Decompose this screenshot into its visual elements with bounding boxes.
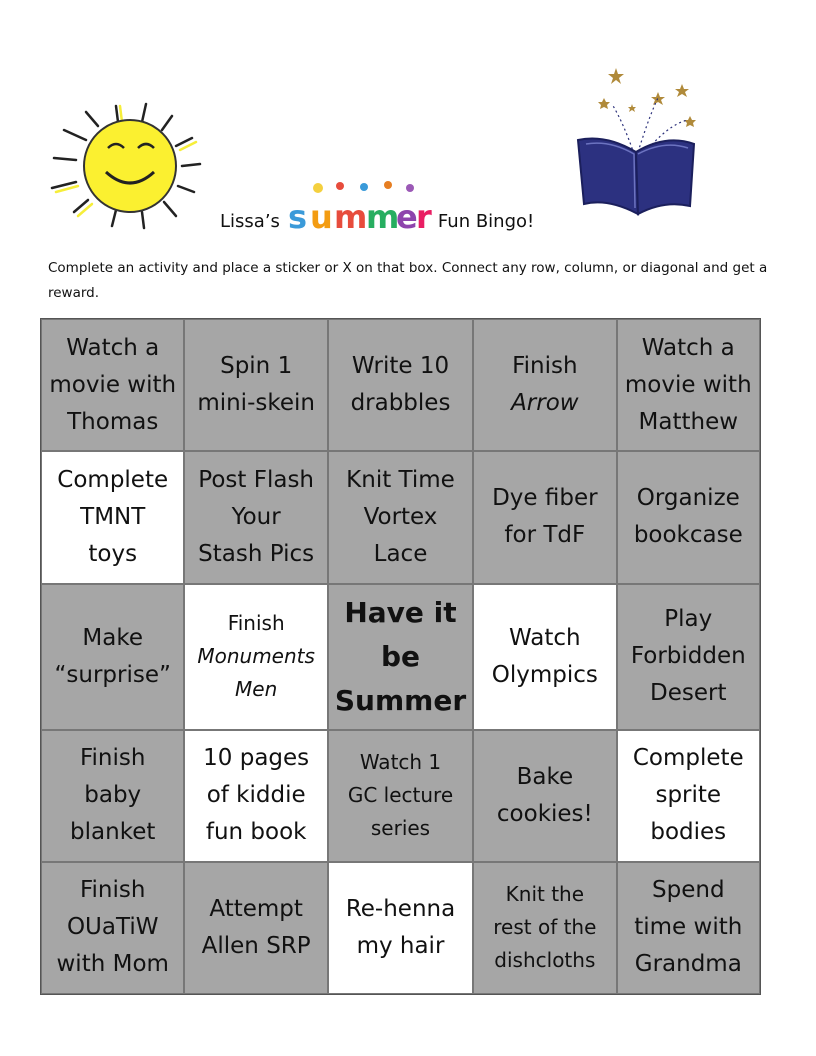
bingo-cell-text: Spin 1 [220, 353, 293, 380]
summer-logo-icon [284, 178, 434, 236]
bingo-cell-text: baby [84, 782, 142, 809]
instructions: Complete an activity and place a sticker or X on that box. Connect any row, column, or diagonal and get a reward. [48, 260, 768, 301]
bingo-cell-text: Complete [57, 466, 169, 493]
bingo-cell[interactable] [41, 451, 184, 583]
bingo-cell-text: Have it [344, 595, 457, 629]
bingo-cell-text: TMNT [80, 503, 146, 530]
bingo-cell-text: toys [88, 540, 138, 567]
bingo-cell-text: bodies [650, 819, 727, 846]
bingo-cell[interactable] [473, 451, 616, 583]
bingo-cell-text: OUaTiW [66, 914, 159, 941]
bingo-cell-text: series [370, 816, 431, 841]
bingo-cell[interactable] [473, 862, 616, 994]
bingo-cell-text: Write 10 [351, 353, 450, 380]
svg-text:s: s [287, 198, 307, 236]
bingo-cell[interactable] [617, 451, 760, 583]
bingo-cell-text: Grandma [634, 951, 742, 978]
bingo-cell[interactable] [184, 862, 327, 994]
book-icon [572, 64, 702, 220]
bingo-cell-text: time with [634, 914, 743, 941]
bingo-cell[interactable] [617, 862, 760, 994]
bingo-cell-text: Knit the [505, 882, 585, 907]
bingo-cell-text: Attempt [209, 895, 303, 922]
bingo-cell-text: with Mom [56, 951, 169, 978]
bingo-cell-text: Summer [334, 683, 467, 717]
bingo-cell[interactable] [617, 730, 760, 862]
sun-icon [46, 100, 210, 232]
bingo-cell-text: Desert [650, 680, 727, 706]
bingo-cell[interactable] [184, 319, 327, 451]
bingo-cell[interactable] [473, 319, 616, 451]
bingo-cell-text: 10 pages [203, 745, 310, 772]
bingo-cell-text: sprite [655, 782, 722, 809]
bingo-cell[interactable] [328, 862, 473, 994]
bingo-cell-text: GC lecture [347, 783, 454, 808]
svg-text:e: e [395, 198, 418, 236]
bingo-cell-text: Knit Time [346, 466, 455, 493]
bingo-cell[interactable] [41, 319, 184, 451]
bingo-cell-text: Organize [636, 485, 740, 512]
bingo-cell[interactable] [41, 730, 184, 862]
bingo-cell-text: Lace [373, 540, 428, 567]
bingo-cell-text: Complete [632, 745, 744, 772]
bingo-cell-text: Make [82, 624, 144, 651]
bingo-cell-text: rest of the [493, 915, 597, 940]
bingo-cell-text: dishcloths [494, 948, 596, 973]
bingo-cell-text: Spend [652, 877, 725, 904]
bingo-cell-text: mini-skein [197, 390, 315, 417]
bingo-cell[interactable] [617, 319, 760, 451]
bingo-cell[interactable] [41, 862, 184, 994]
bingo-cell-text: Olympics [491, 661, 598, 688]
bingo-cell[interactable] [41, 584, 184, 730]
bingo-cell-text: drabbles [350, 390, 451, 417]
bingo-cell-text: of kiddie [206, 782, 306, 809]
bingo-cell-text: Matthew [638, 408, 739, 435]
bingo-cell-text: Arrow [511, 390, 579, 417]
bingo-cell-text: Re-henna [345, 895, 456, 922]
svg-text:m: m [365, 198, 400, 236]
bingo-cell-text: bookcase [633, 522, 743, 549]
bingo-cell[interactable] [473, 730, 616, 862]
title-prefix: Lissa’s [220, 211, 280, 232]
svg-text:u: u [309, 198, 333, 236]
bingo-cell-text: fun book [205, 819, 307, 846]
svg-text:m: m [333, 198, 368, 236]
bingo-cell-text: Stash Pics [198, 540, 315, 567]
bingo-cell-text: Thomas [67, 408, 159, 435]
bingo-cell-text: Finish [227, 611, 285, 635]
bingo-cell[interactable] [184, 451, 327, 583]
bingo-cell-text: movie with [49, 371, 177, 398]
svg-text:r: r [415, 198, 432, 236]
bingo-cell-text: “surprise” [54, 661, 171, 688]
bingo-cell-text: Finish [79, 877, 146, 904]
bingo-cell-text: Watch 1 [359, 750, 442, 775]
bingo-cell-text: Allen SRP [201, 932, 311, 959]
bingo-cell-text: cookies! [496, 800, 593, 827]
bingo-cell[interactable] [473, 584, 616, 730]
bingo-cell-text: Finish [512, 353, 578, 380]
bingo-cell[interactable] [328, 319, 473, 451]
bingo-cell-text: Post Flash [198, 466, 315, 493]
bingo-cell-text: Watch a [66, 334, 160, 361]
bingo-cell-text: for TdF [504, 522, 586, 549]
bingo-cell-text: Dye fiber [492, 485, 598, 512]
bingo-cell[interactable] [617, 584, 760, 730]
bingo-cell-text: Men [235, 677, 278, 701]
bingo-cell-text: blanket [70, 819, 156, 846]
bingo-cell[interactable] [328, 451, 473, 583]
bingo-cell-text: Watch a [641, 334, 735, 361]
bingo-cell-text: Vortex [363, 503, 438, 530]
bingo-board [40, 318, 761, 995]
bingo-cell-text: Finish [79, 745, 146, 772]
bingo-cell[interactable] [184, 730, 327, 862]
title [220, 176, 580, 236]
bingo-cell-free-center[interactable] [328, 584, 473, 730]
bingo-cell-text: Monuments [197, 644, 315, 668]
bingo-cell-text: Watch [509, 624, 581, 651]
bingo-cell[interactable] [328, 730, 473, 862]
bingo-cell-text: my hair [356, 932, 445, 959]
bingo-cell-text: Play [664, 606, 713, 632]
bingo-cell-text: be [380, 639, 421, 673]
bingo-cell-text: Bake [516, 763, 574, 790]
bingo-cell-text: Your [231, 503, 281, 530]
title-suffix: Fun Bingo! [437, 211, 535, 232]
bingo-cell-text: movie with [624, 371, 752, 398]
bingo-cell-text: Forbidden [630, 643, 746, 669]
bingo-cell[interactable] [184, 584, 327, 730]
